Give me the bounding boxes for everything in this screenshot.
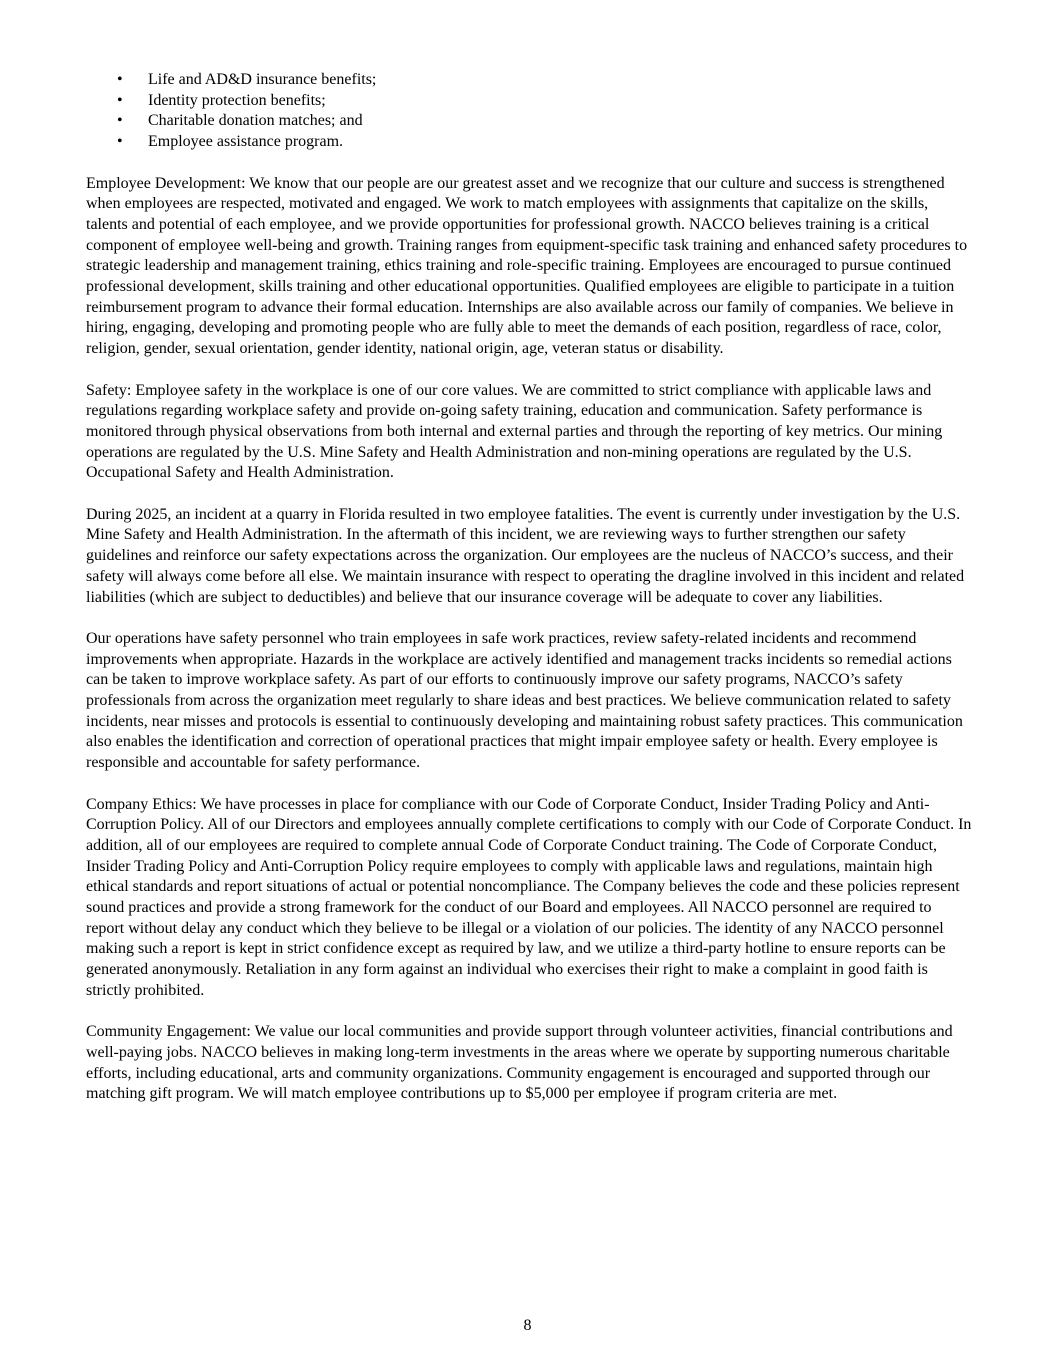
page-number: 8 (523, 1317, 532, 1334)
paragraph-community-engagement: Community Engagement: We value our local communities and provide support through volunteer activities, financial contributions and well-paying jobs. NACCO believes in making long-term investments in the areas where we operate by supporting numerous charitable efforts, including educational, arts and community organizations. Community engagement is encouraged and supported through our matching gift program. We will match employee contributions up to $5,000 per employee if program criteria are met. (86, 1023, 953, 1103)
list-item-text: Charitable donation matches; and (148, 112, 363, 130)
page-content (86, 70, 972, 1126)
paragraph-company-ethics: Company Ethics: We have processes in place for compliance with our Code of Corporate Conduct, Insider Trading Policy and Anti-Corruption Policy. All of our Directors and employees annually complete certifications to comply with our Code of Corporate Conduct. In addition, all of our employees are required to complete annual Code of Corporate Conduct training. The Code of Corporate Conduct, Insider Trading Policy and Anti-Corruption Policy require employees to comply with applicable laws and regulations, maintain high ethical standards and report situations of actual or potential noncompliance. The Company believes the code and these policies represent sound practices and provide a strong framework for the conduct of our Board and employees. All NACCO personnel are required to report without delay any conduct which they believe to be illegal or a violation of our policies. The identity of any NACCO personnel making such a report is kept in strict confidence except as required by law, and we utilize a third-party hotline to ensure reports can be generated anonymously. Retaliation in any form against an individual who exercises their right to make a complaint in good faith is strictly prohibited. (86, 795, 972, 999)
list-item-text: Life and AD&D insurance benefits; (148, 71, 377, 88)
list-item (86, 132, 972, 153)
list-item-text: Identity protection benefits; (148, 91, 326, 109)
benefits-list (86, 70, 972, 153)
bullet-icon: • (117, 112, 123, 130)
bullet-icon: • (117, 133, 123, 151)
list-item (86, 111, 972, 132)
list-item (86, 70, 972, 91)
list-item-text: Employee assistance program. (148, 133, 344, 151)
bullet-icon: • (117, 71, 123, 88)
paragraph-safety: Safety: Employee safety in the workplace is one of our core values. We are committed to strict compliance with applicable laws and regulations regarding workplace safety and provide on-going safety training, education and communication. Safety performance is monitored through physical observations from both internal and external parties and through the reporting of key metrics. Our mining operations are regulated by the U.S. Mine Safety and Health Administration and non-mining operations are regulated by the U.S. Occupational Safety and Health Administration. (86, 381, 943, 482)
list-item (86, 91, 972, 112)
paragraph-safety-personnel: Our operations have safety personnel who train employees in safe work practices, review safety-related incidents and recommend improvements when appropriate. Hazards in the workplace are actively identified and management tracks incidents so remedial actions can be taken to improve workplace safety. As part of our efforts to continuously improve our safety programs, NACCO’s safety professionals from across the organization meet regularly to share ideas and best practices. We believe communication related to safety incidents, near misses and protocols is essential to continuously developing and maintaining robust safety practices. This communication also enables the identification and correction of operational practices that might impair employee safety or health. Every employee is responsible and accountable for safety performance. (86, 629, 963, 772)
bullet-icon: • (117, 91, 123, 109)
paragraph-employee-development: Employee Development: We know that our people are our greatest asset and we recognize that our culture and success is strengthened when employees are respected, motivated and engaged. We work to match employees with assignments that capitalize on the skills, talents and potential of each employee, and we provide opportunities for professional growth. NACCO believes training is a critical component of employee well-being and growth. Training ranges from equipment-specific task training and enhanced safety procedures to strategic leadership and management training, ethics training and role-specific training. Employees are encouraged to pursue continued professional development, skills training and other educational opportunities. Qualified employees are eligible to participate in a tuition reimbursement program to advance their formal education. Internships are also available across our family of companies. We believe in hiring, engaging, developing and promoting people who are fully able to meet the demands of each position, regardless of race, color, religion, gender, sexual orientation, gender identity, national origin, age, veteran status or disability. (86, 174, 968, 358)
paragraph-incident: During 2025, an incident at a quarry in Florida resulted in two employee fatalities. The event is currently under investigation by the U.S. Mine Safety and Health Administration. In the aftermath of this incident, we are reviewing ways to further strengthen our safety guidelines and reinforce our safety expectations across the organization. Our employees are the nucleus of NACCO’s success, and their safety will always come before all else. We maintain insurance with respect to operating the dragline involved in this incident and related liabilities (which are subject to deductibles) and believe that our insurance coverage will be adequate to cover any liabilities. (86, 505, 965, 606)
